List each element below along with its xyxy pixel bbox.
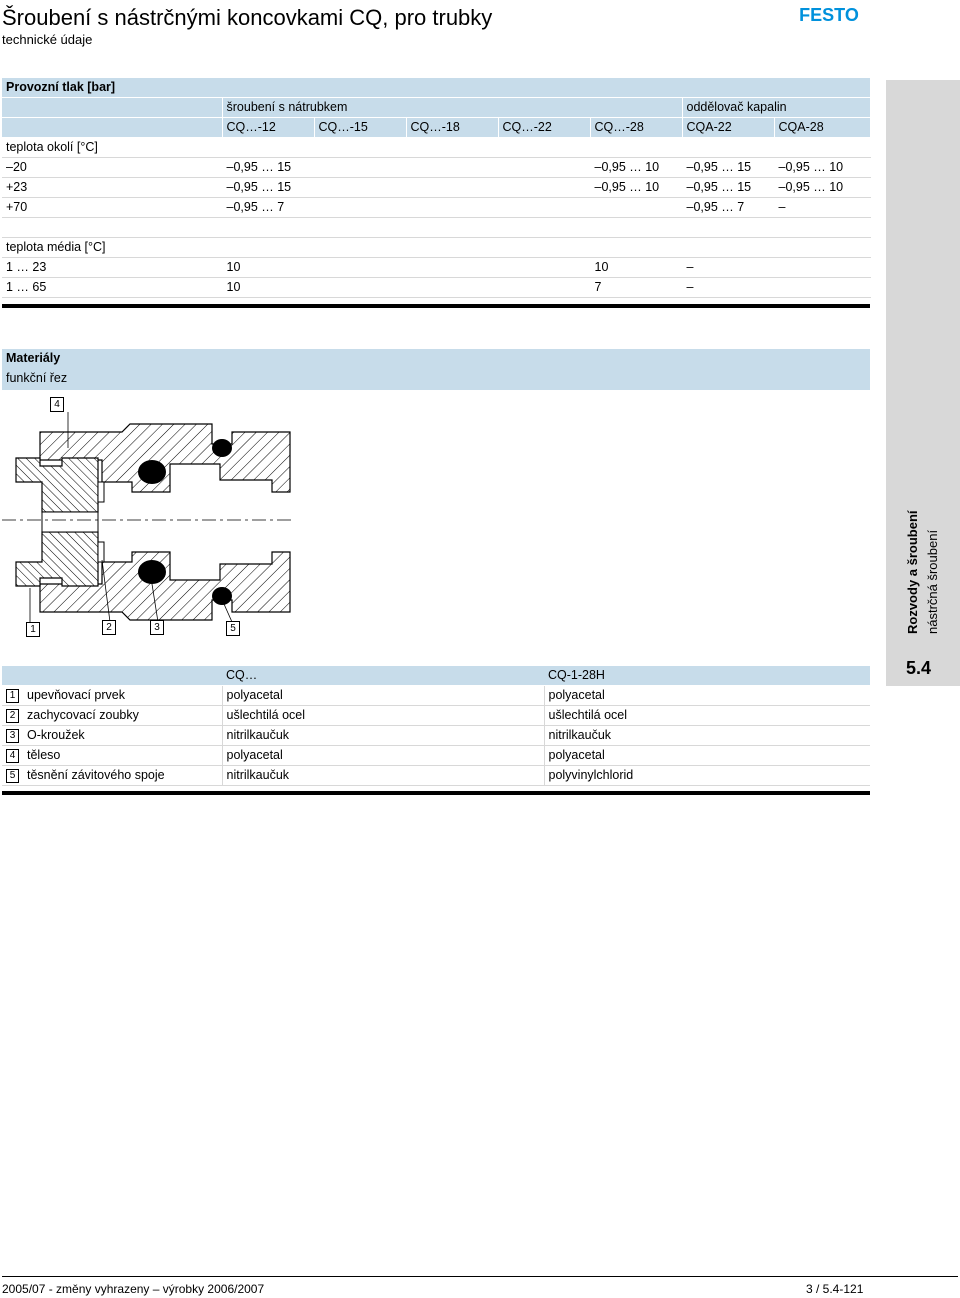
table-cell: –0,95 … 15 (222, 178, 590, 198)
table-cell: –0,95 … 15 (682, 178, 774, 198)
table-cell: +70 (2, 198, 222, 218)
materials-end-bar (2, 791, 870, 795)
callout-4: 4 (50, 397, 64, 412)
festo-logo-text: FESTO (799, 6, 859, 24)
callout-2: 2 (102, 620, 116, 635)
table-cell: –0,95 … 7 (222, 198, 682, 218)
table-cell: 10 (222, 278, 590, 298)
col-header: CQ…-28 (590, 118, 682, 138)
cross-section-drawing (2, 392, 302, 642)
table-cell: polyacetal (222, 686, 544, 706)
col-header: CQ…-12 (222, 118, 314, 138)
materials-table (2, 666, 870, 786)
table-cell: 2 zachycovací zoubky (2, 706, 222, 726)
materials-col-a: CQ… (222, 666, 544, 686)
materials-title: Materiály (6, 351, 61, 365)
sidebar-section: 5.4 (906, 658, 932, 678)
col-header: CQA-22 (682, 118, 774, 138)
col-header: CQ…-18 (406, 118, 498, 138)
ambient-label: teplota okolí [°C] (2, 138, 870, 158)
page-number: 3 / 5.4-121 (806, 1282, 864, 1296)
table-cell: –0,95 … 10 (774, 158, 870, 178)
table-cell: – (682, 278, 870, 298)
callout-3: 3 (150, 620, 164, 635)
footer-left: 2005/07 - změny vyhrazeny – výrobky 2006/2007 (2, 1282, 265, 1296)
page-title: Šroubení s nástrčnými koncovkami CQ, pro trubky (2, 5, 493, 30)
table-cell: 1 upevňovací prvek (2, 686, 222, 706)
col-header: CQ…-22 (498, 118, 590, 138)
table-cell: ušlechtilá ocel (222, 706, 544, 726)
callout-5: 5 (226, 621, 240, 636)
table-cell: –0,95 … 15 (222, 158, 590, 178)
group-b-label: oddělovač kapalin (682, 98, 870, 118)
sidebar-line1: Rozvody a šroubení (905, 510, 920, 634)
table-cell: ušlechtilá ocel (544, 706, 870, 726)
table-cell: 1 … 65 (2, 278, 222, 298)
media-label: teplota média [°C] (2, 238, 870, 258)
table-cell: – (774, 198, 870, 218)
table-cell: 5 těsnění závitového spoje (2, 766, 222, 786)
festo-logo (790, 6, 868, 24)
table-cell: +23 (2, 178, 222, 198)
table-cell: polyacetal (544, 686, 870, 706)
table-cell: 3 O-kroužek (2, 726, 222, 746)
table-cell: 7 (590, 278, 682, 298)
callout-1: 1 (26, 622, 40, 637)
materials-header (2, 349, 870, 390)
table-cell: nitrilkaučuk (222, 766, 544, 786)
table-cell: –0,95 … 15 (682, 158, 774, 178)
table-cell: polyacetal (544, 746, 870, 766)
table-cell: –0,95 … 10 (774, 178, 870, 198)
table-cell: – (682, 258, 870, 278)
table-cell: 10 (590, 258, 682, 278)
table-cell: –0,95 … 10 (590, 158, 682, 178)
sidebar-line2: nástrčná šroubení (925, 529, 940, 634)
table-end-bar (2, 304, 870, 308)
col-header: CQ…-15 (314, 118, 406, 138)
table-cell: nitrilkaučuk (222, 726, 544, 746)
table-cell: 4 těleso (2, 746, 222, 766)
materials-subtitle: funkční řez (6, 371, 68, 385)
footer-rule (2, 1276, 958, 1277)
table-cell: –20 (2, 158, 222, 178)
group-a-label: šroubení s nátrubkem (222, 98, 682, 118)
col-header: CQA-28 (774, 118, 870, 138)
table-cell: polyacetal (222, 746, 544, 766)
table-cell: 1 … 23 (2, 258, 222, 278)
pressure-title: Provozní tlak [bar] (2, 78, 870, 98)
table-cell: –0,95 … 7 (682, 198, 774, 218)
materials-col-b: CQ-1-28H (544, 666, 870, 686)
table-cell: –0,95 … 10 (590, 178, 682, 198)
table-cell: polyvinylchlorid (544, 766, 870, 786)
page-subtitle: technické údaje (2, 32, 93, 47)
sidebar-tab (886, 80, 960, 686)
pressure-table (2, 78, 871, 298)
table-cell: 10 (222, 258, 590, 278)
table-cell: nitrilkaučuk (544, 726, 870, 746)
